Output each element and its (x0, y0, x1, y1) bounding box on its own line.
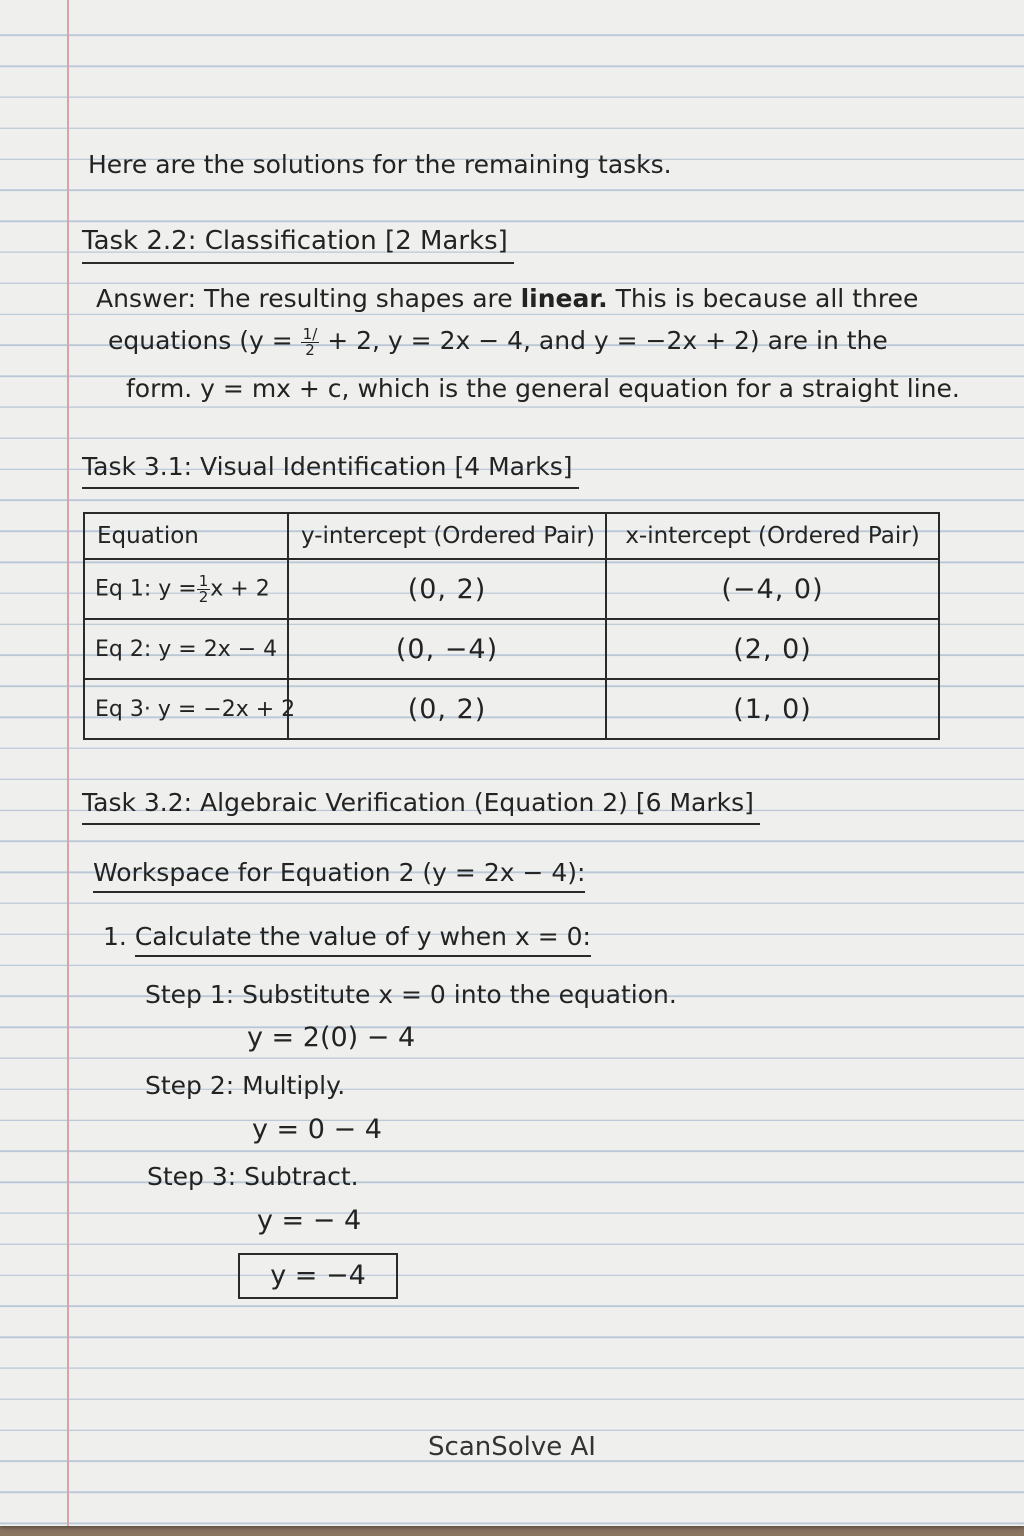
answer-text-a: The resulting shapes are (204, 284, 513, 313)
step-3-text: Subtract. (244, 1162, 359, 1191)
equation-cell (84, 559, 288, 619)
equation-cell: Eq 3· y = −2x + 2 (84, 679, 288, 739)
step-3 (147, 1162, 359, 1191)
intercepts-table (83, 512, 940, 740)
column-header-equation: Equation (84, 513, 288, 559)
answer-line-1 (96, 284, 918, 313)
intro-text: Here are the solutions for the remaining tasks. (88, 150, 672, 179)
table-row (84, 679, 939, 739)
table-row (84, 559, 939, 619)
x-intercept-cell: (−4, 0) (606, 559, 939, 619)
margin-line (67, 0, 69, 1526)
fraction-numerator: 1/ (302, 324, 318, 343)
step-3-label: Step 3: (147, 1162, 237, 1191)
x-intercept-cell: (2, 0) (606, 619, 939, 679)
item-number: 1. (103, 922, 127, 951)
table-header-row (84, 513, 939, 559)
answer-bold-linear: linear. (520, 284, 608, 313)
y-intercept-cell: (0, 2) (288, 559, 606, 619)
step-2-equation: y = 0 − 4 (252, 1114, 382, 1145)
step-3-equation: y = − 4 (257, 1205, 362, 1236)
step-2-label: Step 2: (145, 1071, 235, 1100)
column-header-x-intercept: x-intercept (Ordered Pair) (606, 513, 939, 559)
equation-text: Eq 1: y = (95, 576, 197, 601)
step-2 (145, 1071, 345, 1100)
answer-label: Answer: (96, 284, 197, 313)
task-3-1-heading: Task 3.1: Visual Identification [4 Marks] (82, 452, 579, 489)
item-1-text: Calculate the value of y when x = 0: (135, 922, 591, 957)
workspace-heading: Workspace for Equation 2 (y = 2x − 4): (93, 858, 585, 893)
step-1-text: Substitute x = 0 into the equation. (242, 980, 677, 1009)
equation-text-post: x + 2 (210, 576, 270, 601)
step-1 (145, 980, 677, 1009)
task-2-2-heading: Task 2.2: Classification [2 Marks] (82, 226, 514, 264)
equation-cell: Eq 2: y = 2x − 4 (84, 619, 288, 679)
answer-line-2-a: equations (y = (108, 326, 293, 355)
final-answer-box: y = −4 (238, 1253, 398, 1299)
step-1-equation: y = 2(0) − 4 (247, 1022, 416, 1053)
answer-fraction (301, 324, 320, 359)
answer-line-2 (108, 326, 888, 358)
y-intercept-cell: (0, 2) (288, 679, 606, 739)
fraction-denominator: 2 (198, 587, 209, 606)
answer-line-2-b: + 2, y = 2x − 4, and y = −2x + 2) are in the (327, 326, 888, 355)
answer-line-3: form. y = mx + c, which is the general equation for a straight line. (126, 374, 960, 403)
table-row (84, 619, 939, 679)
x-intercept-cell: (1, 0) (606, 679, 939, 739)
answer-text-b: This is because all three (615, 284, 919, 313)
equation-fraction (197, 571, 211, 606)
column-header-y-intercept: y-intercept (Ordered Pair) (288, 513, 606, 559)
y-intercept-cell: (0, −4) (288, 619, 606, 679)
step-2-text: Multiply. (242, 1071, 346, 1100)
fraction-numerator: 1 (198, 571, 209, 590)
item-1 (103, 922, 591, 951)
step-1-label: Step 1: (145, 980, 235, 1009)
task-3-2-heading: Task 3.2: Algebraic Verification (Equation 2) [6 Marks] (82, 788, 760, 825)
fraction-denominator: 2 (305, 340, 315, 359)
footer-brand: ScanSolve AI (428, 1432, 596, 1462)
